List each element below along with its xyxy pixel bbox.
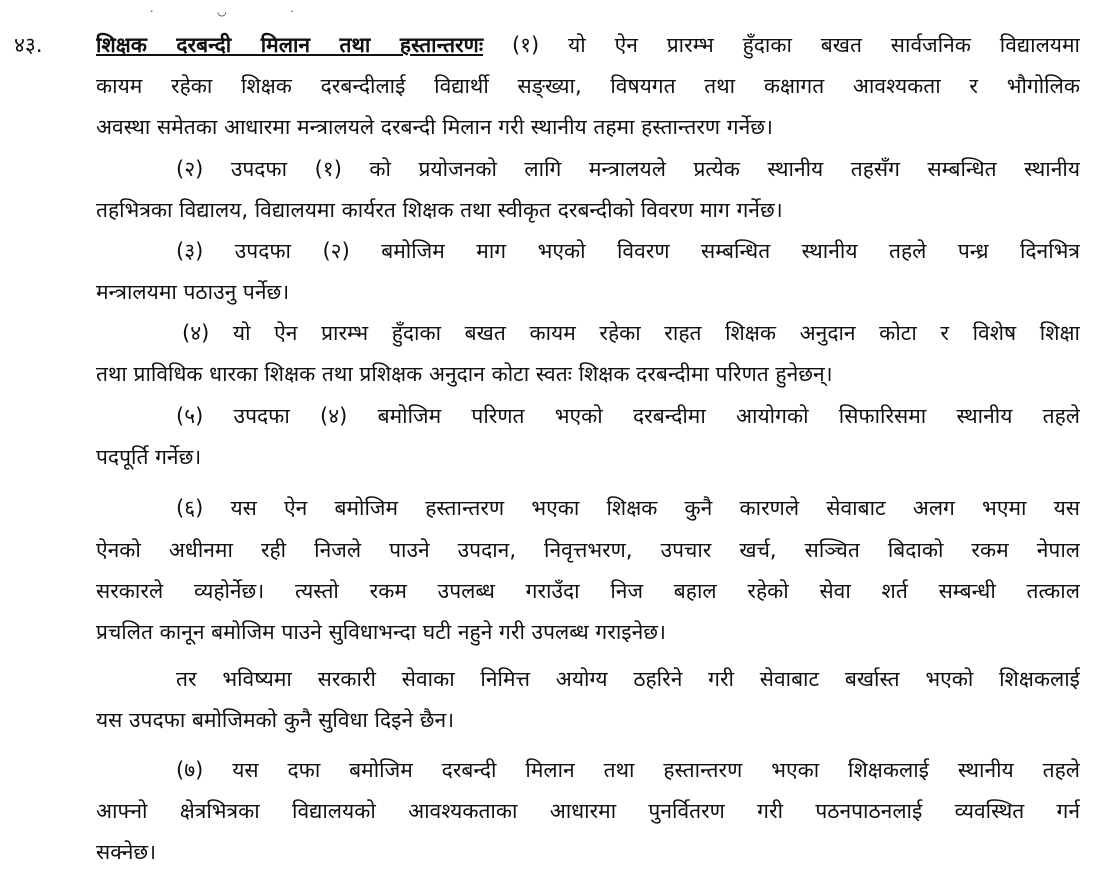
subsection-3: (३) उपदफा (२) बमोजिम माग भएको विवरण सम्बन्धित स्थानीय तहले पन्ध्र दिनभित्र: [176, 239, 1080, 263]
text-line: प्रचलित कानून बमोजिम पाउने सुविधाभन्दा घटी नहुने गरी उपलब्ध गराइनेछ।: [96, 620, 666, 644]
proviso: तर भविष्यमा सरकारी सेवाका निमित्त अयोग्य ठहरिने गरी सेवाबाट बर्खास्त भएको शिक्षकलाई: [176, 667, 1080, 691]
text-line: मन्त्रालयमा पठाउनु पर्नेछ।: [96, 280, 290, 304]
section-line-1: [96, 30, 1080, 60]
text-line: तहभित्रका विद्यालय, विद्यालयमा कार्यरत शिक्षक तथा स्वीकृत दरबन्दीको विवरण माग गर्नेछ।: [96, 198, 783, 222]
text-line: आफ्नो क्षेत्रभित्रका विद्यालयको आवश्यकताका आधारमा पुनर्वितरण गरी पठनपाठनलाई व्यवस्थित गर्न: [96, 799, 1080, 823]
subsection-6: (६) यस ऐन बमोजिम हस्तान्तरण भएका शिक्षक कुनै कारणले सेवाबाट अलग भएमा यस: [176, 496, 1080, 520]
text-line: यस उपदफा बमोजिमको कुनै सुविधा दिइने छैन।: [96, 708, 455, 732]
text-line: पदपूर्ति गर्नेछ।: [96, 445, 202, 469]
scan-artifact-marks: · ◡ ·: [150, 5, 324, 18]
subsection-4: (४) यो ऐन प्रारम्भ हुँदाका बखत कायम रहेका राहत शिक्षक अनुदान कोटा र विशेष शिक्षा: [182, 321, 1080, 345]
text-line: अवस्था समेतका आधारमा मन्त्रालयले दरबन्दी मिलान गरी स्थानीय तहमा हस्तान्तरण गर्नेछ।: [96, 115, 773, 139]
section-number: ४३.: [14, 33, 43, 57]
section-heading: शिक्षक दरबन्दी मिलान तथा हस्तान्तरणः: [96, 33, 484, 57]
subsection-2: (२) उपदफा (१) को प्रयोजनको लागि मन्त्रालयले प्रत्येक स्थानीय तहसँग सम्बन्धित स्थानीय: [176, 157, 1080, 181]
text-line: सरकारले व्यहोर्नेछ। त्यस्तो रकम उपलब्ध गराउँदा निज बहाल रहेको सेवा शर्त सम्बन्धी तत्काल: [96, 579, 1080, 603]
text-line: तथा प्राविधिक धारका शिक्षक तथा प्रशिक्षक अनुदान कोटा स्वतः शिक्षक दरबन्दीमा परिणत हुनेछन्।: [96, 362, 833, 386]
subsection-1-start: (१) यो ऐन प्रारम्भ हुँदाका बखत सार्वजनिक विद्यालयमा: [511, 33, 1080, 57]
subsection-5: (५) उपदफा (४) बमोजिम परिणत भएको दरबन्दीमा आयोगको सिफारिसमा स्थानीय तहले: [176, 404, 1080, 428]
text-line: ऐनको अधीनमा रही निजले पाउने उपदान, निवृत्तभरण, उपचार खर्च, सञ्चित बिदाको रकम नेपाल: [96, 538, 1080, 562]
subsection-7: (७) यस दफा बमोजिम दरबन्दी मिलान तथा हस्तान्तरण भएका शिक्षकलाई स्थानीय तहले: [176, 758, 1080, 782]
text-line: कायम रहेका शिक्षक दरबन्दीलाई विद्यार्थी सङ्ख्या, विषयगत तथा कक्षागत आवश्यकता र भौगोलिक: [96, 74, 1080, 98]
text-line: सक्नेछ।: [96, 840, 157, 864]
